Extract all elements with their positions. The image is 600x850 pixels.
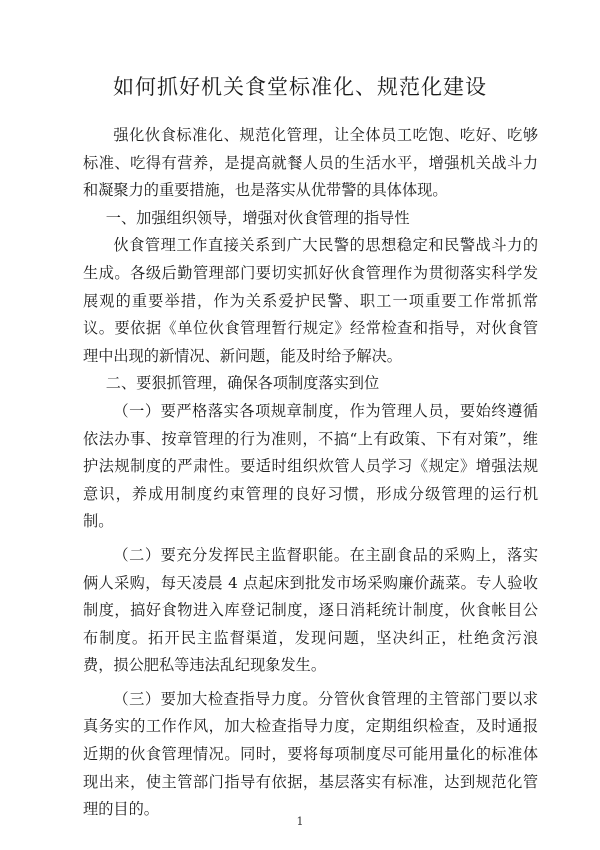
document-body <box>83 122 538 824</box>
item-3-paragraph: （三）要加大检查指导力度。分管伙食管理的主管部门要以求真务实的工作作风，加大检查指导力度，定期组织检查，及时通报近期的伙食管理情况。同时，要将每项制度尽可能用量化的标准体现出来，使主管部门指导有依据，基层落实有标准，达到规范化管理的目的。 <box>83 689 538 819</box>
document-title: 如何抓好机关食堂标准化、规范化建设 <box>113 75 487 99</box>
page-number: 1 <box>296 815 304 828</box>
item-2-paragraph: （二）要充分发挥民主监督职能。在主副食品的采购上，落实俩人采购，每天凌晨 4 点起床到批发市场采购廉价蔬菜。专人验收制度，搞好食物进入库登记制度，逐日消耗统计制度，伙食帐目公布制度。拓开民主监督渠道，发现问题，坚决纠正，杜绝贪污浪费，损公肥私等违法乱纪现象发生。 <box>83 545 538 675</box>
intro-paragraph: 强化伙食标准化、规范化管理，让全体员工吃饱、吃好、吃够标准、吃得有营养，是提高就餐人员的生活水平，增强机关战斗力和凝聚力的重要措施，也是落实从优带警的具体体现。 <box>83 126 538 200</box>
section-1-paragraph: 伙食管理工作直接关系到广大民警的思想稳定和民警战斗力的生成。各级后勤管理部门要切实抓好伙食管理作为贯彻落实科学发展观的重要举措，作为关系爱护民警、职工一项重要工作常抓常议。要依据《单位伙食管理暂行规定》经常检查和指导，对伙食管理中出现的新情况、新问题，能及时给予解决。 <box>83 236 538 365</box>
item-1-paragraph: （一）要严格落实各项规章制度，作为管理人员，要始终遵循依法办事、按章管理的行为准则，不搞“上有政策、下有对策”，维护法规制度的严肃性。要适时组织炊管人员学习《规定》增强法规意识，养成用制度约束管理的良好习惯，形成分级管理的运行机制。 <box>83 401 538 531</box>
section-heading-2: 二、要狠抓管理，确保各项制度落实到位 <box>105 374 380 393</box>
section-heading-1: 一、加强组织领导，增强对伙食管理的指导性 <box>105 208 410 227</box>
